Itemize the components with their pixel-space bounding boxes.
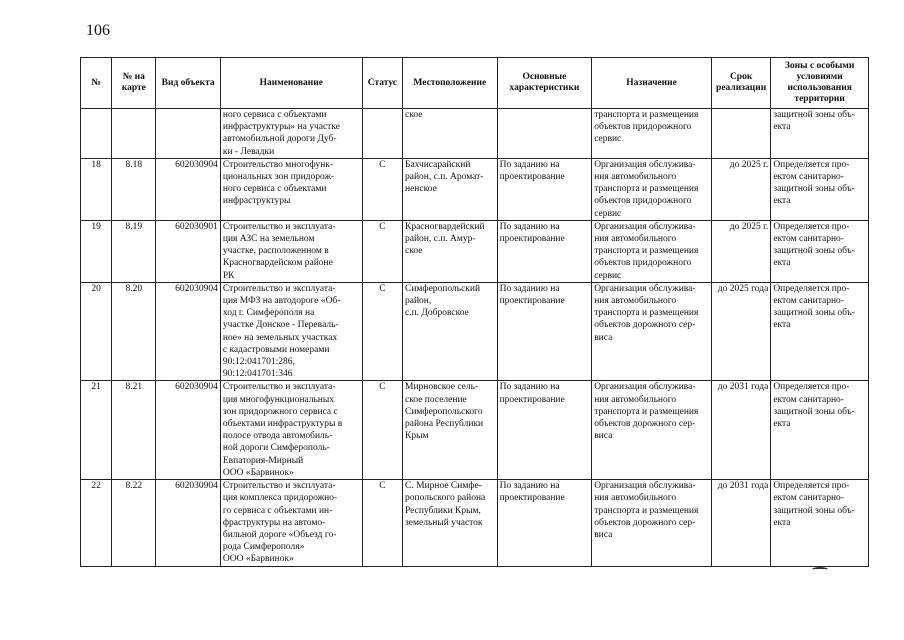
cell-location: Красногвардейский район, с.п. Амур- ское: [403, 220, 498, 282]
table-row: [81, 381, 869, 480]
cell-status: С: [362, 158, 402, 220]
cell-characteristics: По заданию на проектирование: [497, 480, 592, 566]
cell-name: Строительство и эксплуата- ция МФЗ на автодороге «Об- ход г. Симферополя на участке Донское - Перевaль- ное» на земельных участках с кадастровыми номерами 90:12:041701:286, 90:12:041701:346: [220, 282, 362, 381]
cell-characteristics: [497, 109, 592, 159]
header-object-type: Вид объекта: [156, 58, 220, 109]
cell-characteristics: По заданию на проектирование: [497, 158, 592, 220]
cell-zones: защитной зоны объ- екта: [771, 109, 869, 159]
cell-status: С: [362, 282, 402, 381]
header-purpose: Назначение: [592, 58, 712, 109]
cell-term: [711, 109, 770, 159]
cell-type: 602030904: [156, 282, 220, 381]
cell-num: 19: [81, 220, 112, 282]
cell-status: С: [362, 480, 402, 566]
cell-term: до 2031 года: [711, 480, 770, 566]
cell-name: Строительство многофунк- циональных зон придорож- ного сервиса с объектами инфраструктуры: [220, 158, 362, 220]
cell-characteristics: По заданию на проектирование: [497, 381, 592, 480]
cell-zones: Определяется про- ектом санитарно- защитной зоны объ- екта: [771, 282, 869, 381]
cell-purpose: Организация обслужива- ния автомобильного транспорта и размещения объектов придорожного сервис: [592, 220, 712, 282]
cell-status: С: [362, 220, 402, 282]
cell-status: С: [362, 381, 402, 480]
cell-type: 602030904: [156, 381, 220, 480]
cell-num: 22: [81, 480, 112, 566]
cell-zones: Определяется про- ектом санитарно- защитной зоны объ- екта: [771, 480, 869, 566]
objects-table: [80, 57, 869, 567]
cell-map-num: 8.18: [112, 158, 156, 220]
header-characteristics: Основные характеристики: [497, 58, 592, 109]
cell-name: Строительство и эксплуата- ция АЗС на земельном участке, расположенном в Красногвардейском районе РК: [220, 220, 362, 282]
cell-num: 18: [81, 158, 112, 220]
cell-map-num: 8.21: [112, 381, 156, 480]
cell-map-num: 8.22: [112, 480, 156, 566]
cell-type: 602030904: [156, 158, 220, 220]
table-row: [81, 220, 869, 282]
cell-map-num: 8.19: [112, 220, 156, 282]
cell-map-num: [112, 109, 156, 159]
cell-name: Строительство и эксплуата- ция комплекса придорожно- го сервиса с объектами ин- фраструктуры на автомо- бильной дороге «Объезд го- рода Симферополя» ООО «Барвинок»: [220, 480, 362, 566]
header-status: Статус: [362, 58, 402, 109]
header-zones: Зоны с особыми условиями использования территории: [771, 58, 869, 109]
cell-characteristics: По заданию на проектирование: [497, 220, 592, 282]
cell-location: ское: [403, 109, 498, 159]
cell-location: Симферопольский район, с.п. Добровское: [403, 282, 498, 381]
cell-zones: Определяется про- ектом санитарно- защитной зоны объ- екта: [771, 220, 869, 282]
cell-term: до 2025 г.: [711, 220, 770, 282]
table-row: [81, 158, 869, 220]
table-header-row: [81, 58, 869, 109]
cell-type: 602030904: [156, 480, 220, 566]
cell-status: [362, 109, 402, 159]
cell-num: [81, 109, 112, 159]
header-term: Срок реализации: [711, 58, 770, 109]
cell-characteristics: По заданию на проектирование: [497, 282, 592, 381]
cell-zones: Определяется про- ектом санитарно- защитной зоны объ- екта: [771, 381, 869, 480]
cell-purpose: транспорта и размещения объектов придорожного сервис: [592, 109, 712, 159]
cell-location: Бахчисарайский район, с.п. Аромат- ненское: [403, 158, 498, 220]
header-num: №: [81, 58, 112, 109]
cell-num: 21: [81, 381, 112, 480]
table-row: [81, 480, 869, 566]
cell-name: Строительство и эксплуата- ция многофункциональных зон придорожного сервиса с объектами инфраструктуры в полосе отвода автомобиль- ной дороги Симферополь- Евпатория-Мирный ООО «Барвинок»: [220, 381, 362, 480]
table-row: [81, 109, 869, 159]
cell-term: до 2025 года: [711, 282, 770, 381]
header-name: Наименование: [220, 58, 362, 109]
header-map-num: № на карте: [112, 58, 156, 109]
cell-purpose: Организация обслужива- ния автомобильного транспорта и размещения объектов дорожного сер- виса: [592, 282, 712, 381]
cell-term: до 2031 года: [711, 381, 770, 480]
cell-location: Мирновское сель- ское поселение Симферопольского района Республики Крым: [403, 381, 498, 480]
cell-zones: Определяется про- ектом санитарно- защитной зоны объ- екта: [771, 158, 869, 220]
cell-num: 20: [81, 282, 112, 381]
cell-term: до 2025 г.: [711, 158, 770, 220]
cell-name: ного сервиса с объектами инфраструктуры» на участке автомобильной дороги Дуб- ки - Левадки: [220, 109, 362, 159]
cell-type: [156, 109, 220, 159]
cell-map-num: 8.20: [112, 282, 156, 381]
cell-purpose: Организация обслужива- ния автомобильного транспорта и размещения объектов дорожного сер- виса: [592, 381, 712, 480]
cell-purpose: Организация обслужива- ния автомобильного транспорта и размещения объектов дорожного сер- виса: [592, 480, 712, 566]
cell-purpose: Организация обслужива- ния автомобильного транспорта и размещения объектов придорожного сервис: [592, 158, 712, 220]
cell-location: С. Мирное Симфе- ропольского района Республики Крым, земельный участок: [403, 480, 498, 566]
header-location: Местоположение: [403, 58, 498, 109]
page-number: 106: [86, 22, 110, 39]
pen-mark: [812, 567, 828, 572]
table-row: [81, 282, 869, 381]
cell-type: 602030901: [156, 220, 220, 282]
